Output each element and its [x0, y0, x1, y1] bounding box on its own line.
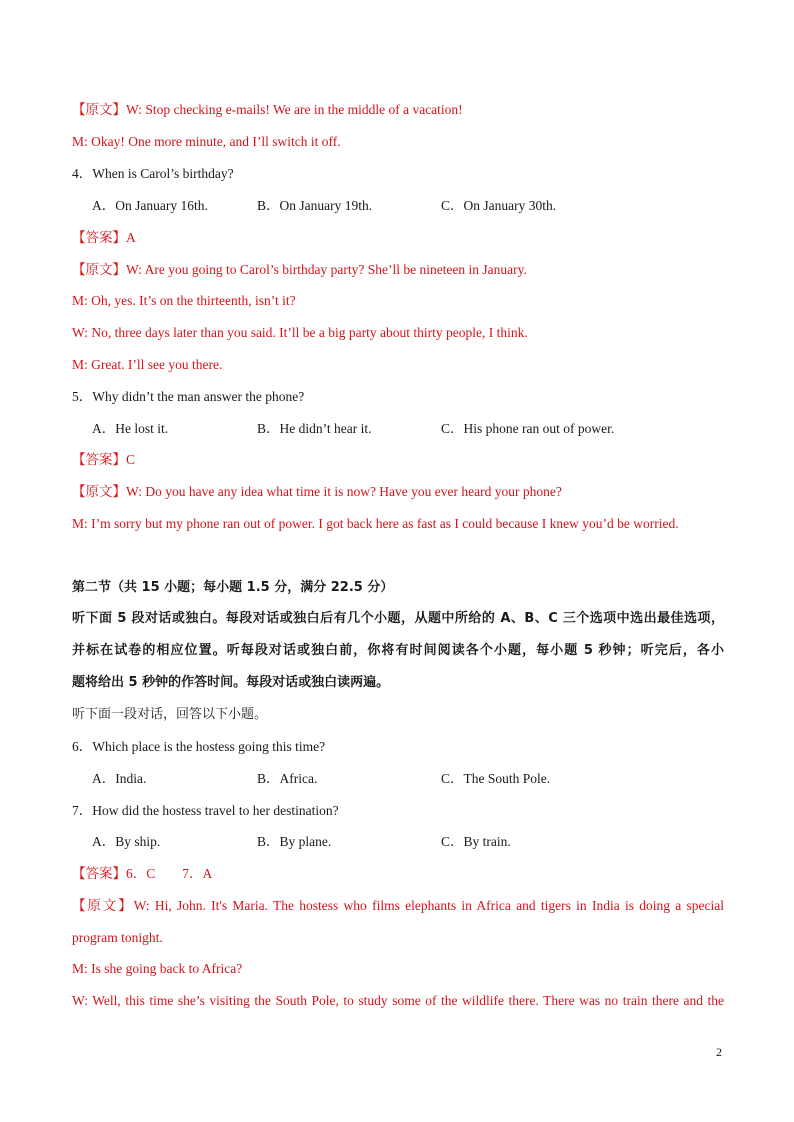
- q4-source-line-1: [72, 261, 724, 279]
- section-2-instruction-3: 题将给出 5 秒钟的作答时间。每段对话或独白读两遍。: [72, 675, 390, 690]
- q5-answer: [72, 451, 724, 469]
- q7-option-a: A．By ship.: [92, 834, 161, 849]
- source-tag: 【原文】: [72, 262, 126, 277]
- q4-source-line-4: M: Great. I’ll see you there.: [72, 357, 223, 372]
- q5-option-c: C．His phone ran out of power.: [441, 421, 615, 436]
- source-tag: 【原文】: [72, 898, 134, 913]
- section-2-instruction-2: 并标在试卷的相应位置。听每段对话或独白前，你将有时间阅读各个小题，每小题 5 秒钟；听完后，各小: [72, 643, 724, 658]
- q7-source-line-2: M: Is she going back to Africa?: [72, 961, 243, 976]
- q6-option-c: C．The South Pole.: [441, 771, 551, 786]
- q7-question: 7．How did the hostess travel to her destination?: [72, 803, 339, 818]
- answer-tag: 【答案】: [72, 866, 126, 881]
- q6-option-b: B．Africa.: [257, 771, 318, 786]
- q6-option-a: A．India.: [92, 771, 147, 786]
- q7-source-line-3: W: Well, this time she’s visiting the South Pole, to study some of the wildlife there. There was no train there and the: [72, 993, 724, 1008]
- section-2-instruction-1: 听下面 5 段对话或独白。每段对话或独白后有几个小题，从题中所给的 A、B、C 三个选项中选出最佳选项，: [72, 611, 724, 626]
- source-text: W: Are you going to Carol’s birthday party? She’ll be nineteen in January.: [126, 262, 527, 277]
- source-text: W: Hi, John. It's Maria. The hostess who films elephants in Africa and tigers in India is doing a special: [133, 898, 725, 913]
- source-text: W: Do you have any idea what time it is now? Have you ever heard your phone?: [126, 484, 562, 499]
- section-2-title: 第二节（共 15 小题；每小题 1.5 分，满分 22.5 分）: [72, 580, 394, 595]
- q5-source-line-2: M: I’m sorry but my phone ran out of power. I got back here as fast as I could because I knew you’d be worried.: [72, 516, 679, 531]
- q4-answer: [72, 229, 724, 247]
- q7-source-line-1: [72, 897, 724, 915]
- source-tag: 【原文】: [72, 484, 126, 499]
- q7-option-c: C．By train.: [441, 834, 511, 849]
- q4-option-c: C．On January 30th.: [441, 198, 557, 213]
- q4-source-line-3: W: No, three days later than you said. It’ll be a big party about thirty people, I think.: [72, 325, 528, 340]
- dialogue-lead: 听下面一段对话，回答以下小题。: [72, 707, 268, 722]
- q4-option-b: B．On January 19th.: [257, 198, 373, 213]
- q3-source-line-1: [72, 101, 724, 119]
- q3-source-line-2: M: Okay! One more minute, and I’ll switch it off.: [72, 134, 341, 149]
- q5-source-line-1: [72, 483, 724, 501]
- q5-option-b: B．He didn’t hear it.: [257, 421, 372, 436]
- q4-question: 4．When is Carol’s birthday?: [72, 166, 234, 181]
- answer-value: 6．C 7．A: [126, 866, 213, 881]
- answer-value: C: [126, 452, 136, 467]
- q6-question: 6．Which place is the hostess going this time?: [72, 739, 326, 754]
- q7-option-b: B．By plane.: [257, 834, 332, 849]
- answer-tag: 【答案】: [72, 230, 126, 245]
- q7-source-line-1-cont: program tonight.: [72, 930, 163, 945]
- q6-q7-answer: [72, 865, 724, 883]
- source-tag: 【原文】: [72, 102, 126, 117]
- answer-tag: 【答案】: [72, 452, 126, 467]
- q4-source-line-2: M: Oh, yes. It’s on the thirteenth, isn’t it?: [72, 293, 296, 308]
- q5-option-a: A．He lost it.: [92, 421, 169, 436]
- source-text: W: Stop checking e-mails! We are in the middle of a vacation!: [126, 102, 463, 117]
- q5-question: 5．Why didn’t the man answer the phone?: [72, 389, 305, 404]
- q4-option-a: A．On January 16th.: [92, 198, 208, 213]
- answer-value: A: [126, 230, 136, 245]
- page-number: 2: [716, 1045, 722, 1059]
